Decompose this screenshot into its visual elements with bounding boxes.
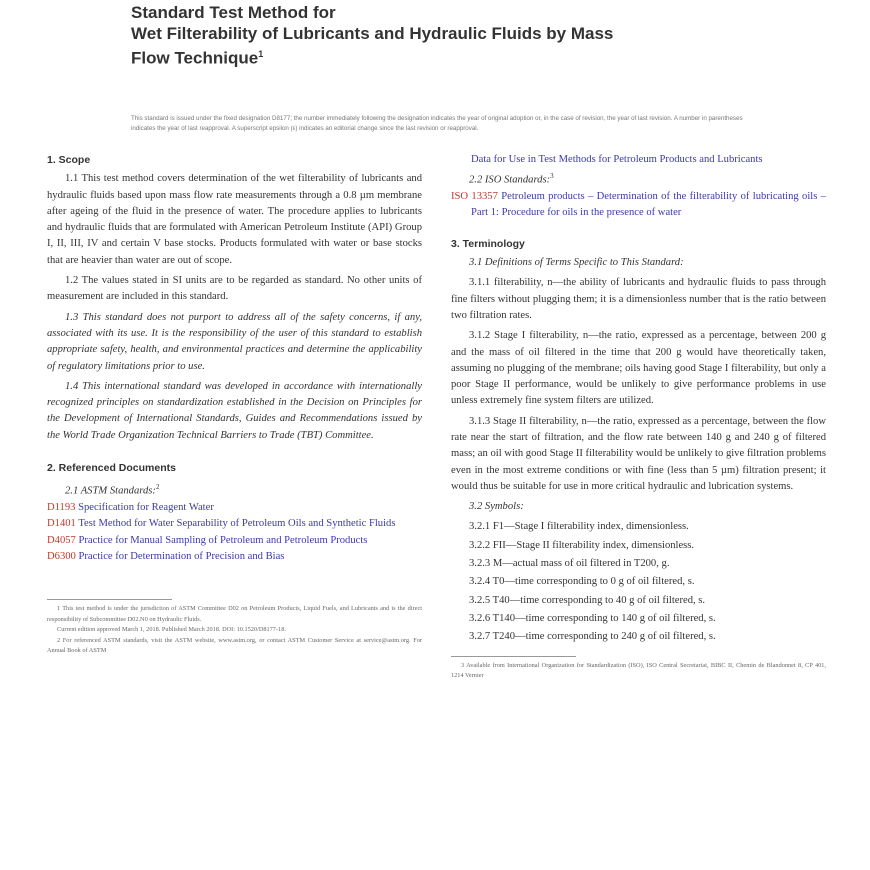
title-line-2: Wet Filterability of Lubricants and Hydraulic Fluids by Mass [131, 24, 614, 43]
iso-standards-heading: 2.2 ISO Standards:$^3$ [469, 172, 554, 186]
symbol-item: 3.2.1 F1—Stage I filterability index, dimensionless. [469, 521, 689, 533]
title-footnote-mark: 1 [258, 49, 264, 59]
symbol-item: 3.2.6 T140—time corresponding to 140 g of oil filtered, s. [469, 612, 716, 624]
reference-link[interactable]: D1401 Test Method for Water Separability of Petroleum Oils and Synthetic Fluids [47, 518, 396, 530]
para-1-2: 1.2 The values stated in SI units are to be regarded as standard. No other units of measurement are included in this standard. [47, 275, 422, 303]
reference-link-continued[interactable]: Data for Use in Test Methods for Petroleum Products and Lubricants [471, 154, 763, 165]
footnote-2: 2 For referenced ASTM standards, visit the ASTM website, www.astm.org, or contact ASTM Customer Service at service@astm.org. For Annual Book of ASTM [47, 636, 422, 655]
title-line-1: Standard Test Method for [131, 3, 336, 22]
symbol-item: 3.2.3 M—actual mass of oil filtered in T200, g. [469, 558, 670, 570]
para-3-1-3: 3.1.3 Stage II filterability, n—the ratio, expressed as a percentage, between the flow rate near the start of filtration, and the flow rate between 140 g and 240 g of filtered mass; an oil with good Stage II filterability would be unlikely to give filtration problems even in the most extreme conditions or with fine (less than 5 µm) filtration present; it would thus be suitable for use in more critical hydraulic and lubrication systems. [451, 415, 826, 492]
footnote-divider [47, 599, 172, 600]
iso-reference-link[interactable]: ISO 13357 Petroleum products – Determination of the filterability of lubricating oils – Part 1: Procedure for oils in the presence of water [451, 191, 826, 219]
para-1-3: 1.3 This standard does not purport to address all of the safety concerns, if any, associated with its use. It is the responsibility of the user of this standard to establish appropriate safety, health, and environmental practices and determine the applicability of regulatory limitations prior to use. [47, 311, 422, 372]
left-column [47, 152, 422, 657]
reference-link[interactable]: D6300 Practice for Determination of Precision and Bias [47, 551, 285, 563]
para-3-1: 3.1 Definitions of Terms Specific to This Standard: [469, 257, 684, 269]
symbol-item: 3.2.7 T240—time corresponding to 240 g of oil filtered, s. [469, 631, 716, 643]
astm-standards-heading: 2.1 ASTM Standards:$^2$ [65, 483, 160, 497]
para-3-1-1: 3.1.1 filterability, n—the ability of lubricants and hydraulic fluids to pass through fine filters without plugging them; it is a dimensionless number that is the ratio between two filtration rates. [451, 277, 826, 321]
references-heading: 2. Referenced Documents [47, 462, 176, 475]
reference-link[interactable]: D1193 Specification for Reagent Water [47, 502, 214, 514]
preamble: This standard is issued under the fixed designation D8177; the number immediately following the designation indicates the year of original adoption or, in the case of revision, the year of last revision. A number in parentheses indicates the year of last reapproval. A superscript epsilon (ε) indicates an editorial change since the last revision or reapproval. [131, 115, 743, 132]
para-3-2: 3.2 Symbols: [469, 501, 524, 513]
footnote-3: 3 Available from International Organization for Standardization (ISO), ISO Central Secretariat, BIBC II, Chemin de Blandonnet 8, CP 401, 1214 Vernier [451, 661, 826, 680]
symbol-item: 3.2.5 T40—time corresponding to 40 g of oil filtered, s. [469, 594, 706, 606]
para-3-1-2: 3.1.2 Stage I filterability, n—the ratio, expressed as a percentage, between 200 g and the mass of oil filtered in the time that 200 g would have theoretically taken, assuming no plugging of the membrane; oils having good Stage I filterability, but only a poor Stage II performance, would be unlikely to give performance problems in use unless extremely fine system filters are utilized. [451, 330, 826, 407]
document-title [131, 2, 771, 69]
reference-link[interactable]: D4057 Practice for Manual Sampling of Petroleum and Petroleum Products [47, 534, 368, 546]
terminology-heading: 3. Terminology [451, 237, 525, 250]
title-line-3: Flow Technique$^1$ [131, 48, 264, 68]
symbol-item: 3.2.4 T0—time corresponding to 0 g of oil filtered, s. [469, 576, 695, 588]
footnote-1-edition: Current edition approved March 1, 2018. Published March 2018. DOI: 10.1520/D8177-18. [57, 626, 286, 634]
scope-heading: 1. Scope [47, 154, 91, 166]
para-1-1: 1.1 This test method covers determination of the wet filterability of lubricants and hydraulic fluids based upon mass flow rate measurements through a 0.8 µm membrane after ageing of the fluid in the presence of water. The procedure applies to lubricants and hydraulic fluids that are formulated with American Petroleum Institute (API) Group I, II, III, IV and certain V base stocks. Products formulated with water or base stocks that are heavier than water are out of scope. [47, 173, 422, 266]
footnote-1: 1 This test method is under the jurisdiction of ASTM Committee D02 on Petroleum Products, Liquid Fuels, and Lubricants and is the direct responsibility of Subcommittee D02.N0 on Hydraulic Fluids. [47, 605, 422, 623]
footnote-divider [451, 656, 576, 657]
para-1-4: 1.4 This international standard was developed in accordance with internationally recognized principles on standardization established in the Decision on Principles for the Development of International Standards, Guides and Recommendations issued by the World Trade Organization Technical Barriers to Trade (TBT) Committee. [47, 380, 422, 441]
symbol-item: 3.2.2 FII—Stage II filterability index, dimensionless. [469, 539, 695, 551]
right-column [451, 152, 826, 682]
